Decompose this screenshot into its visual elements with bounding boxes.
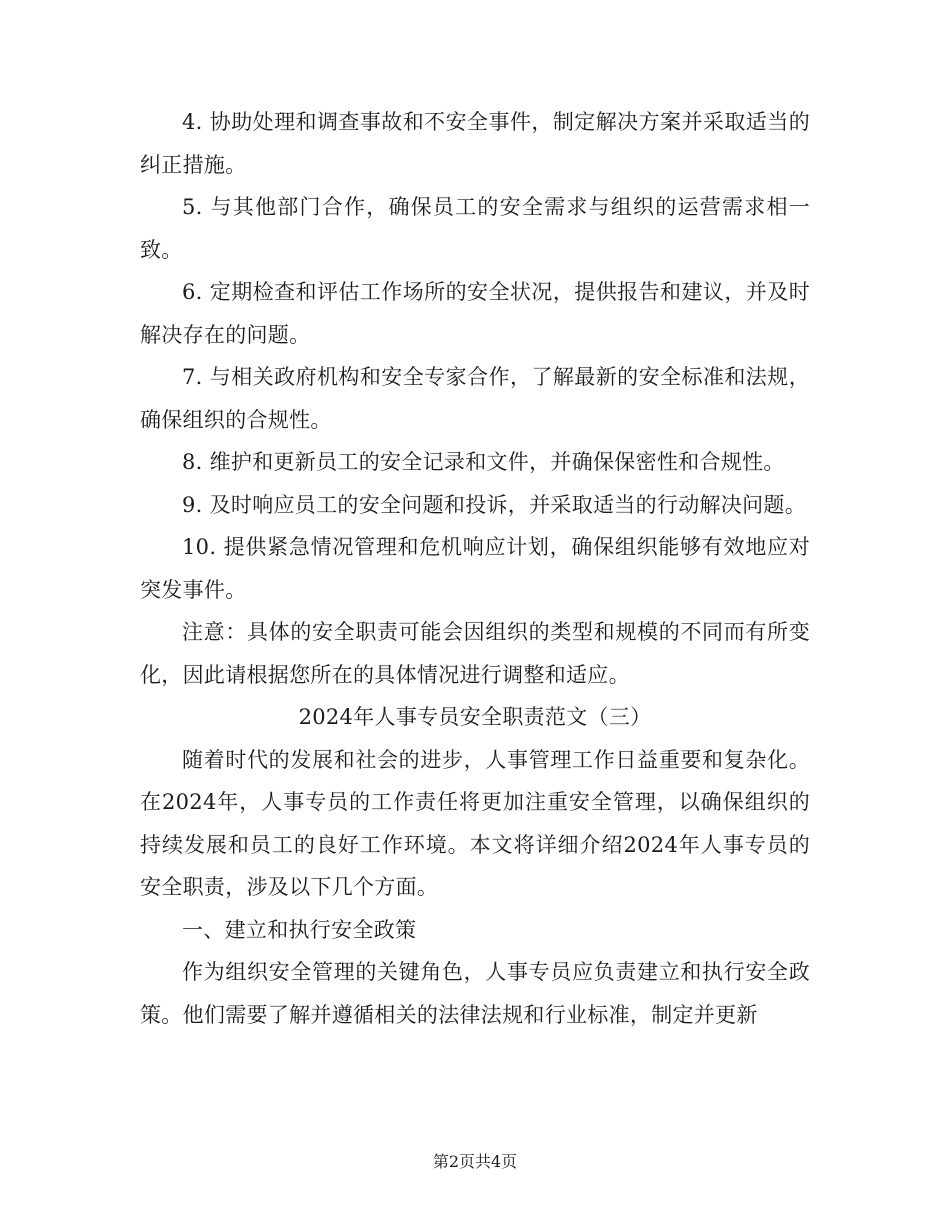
paragraph-intro: 随着时代的发展和社会的进步，人事管理工作日益重要和复杂化。在2024年，人事专员的工作责任将更加注重安全管理，以确保组织的持续发展和员工的良好工作环境。本文将详细介绍2024年人事专员的安全职责，涉及以下几个方面。 <box>140 747 810 899</box>
subheading-one: 一、建立和执行安全政策 <box>182 917 417 942</box>
paragraph-item-6: 6. 定期检查和评估工作场所的安全状况，提供报告和建议，并及时解决存在的问题。 <box>140 280 810 347</box>
paragraph-item-5: 5. 与其他部门合作，确保员工的安全需求与组织的运营需求相一致。 <box>140 195 810 262</box>
paragraph-note: 注意：具体的安全职责可能会因组织的类型和规模的不同而有所变化，因此请根据您所在的具体情况进行调整和适应。 <box>140 620 810 687</box>
paragraph-item-8: 8. 维护和更新员工的安全记录和文件，并确保保密性和合规性。 <box>182 450 785 474</box>
page-footer: 第2页共4页 <box>432 1152 518 1171</box>
document-body <box>140 101 810 1036</box>
paragraph-item-9: 9. 及时响应员工的安全问题和投诉，并采取适当的行动解决问题。 <box>182 492 807 517</box>
paragraph-item-4: 4. 协助处理和调查事故和不安全事件，制定解决方案并采取适当的纠正措施。 <box>140 110 810 177</box>
paragraph-policy: 作为组织安全管理的关键角色，人事专员应负责建立和执行安全政策。他们需要了解并遵循相关的法律法规和行业标准，制定并更新 <box>140 960 810 1027</box>
paragraph-item-10: 10. 提供紧急情况管理和危机响应计划，确保组织能够有效地应对突发事件。 <box>140 535 810 602</box>
paragraph-item-7: 7. 与相关政府机构和安全专家合作，了解最新的安全标准和法规，确保组织的合规性。 <box>140 365 810 432</box>
section-title: 2024年人事专员安全职责范文（三） <box>298 705 652 729</box>
